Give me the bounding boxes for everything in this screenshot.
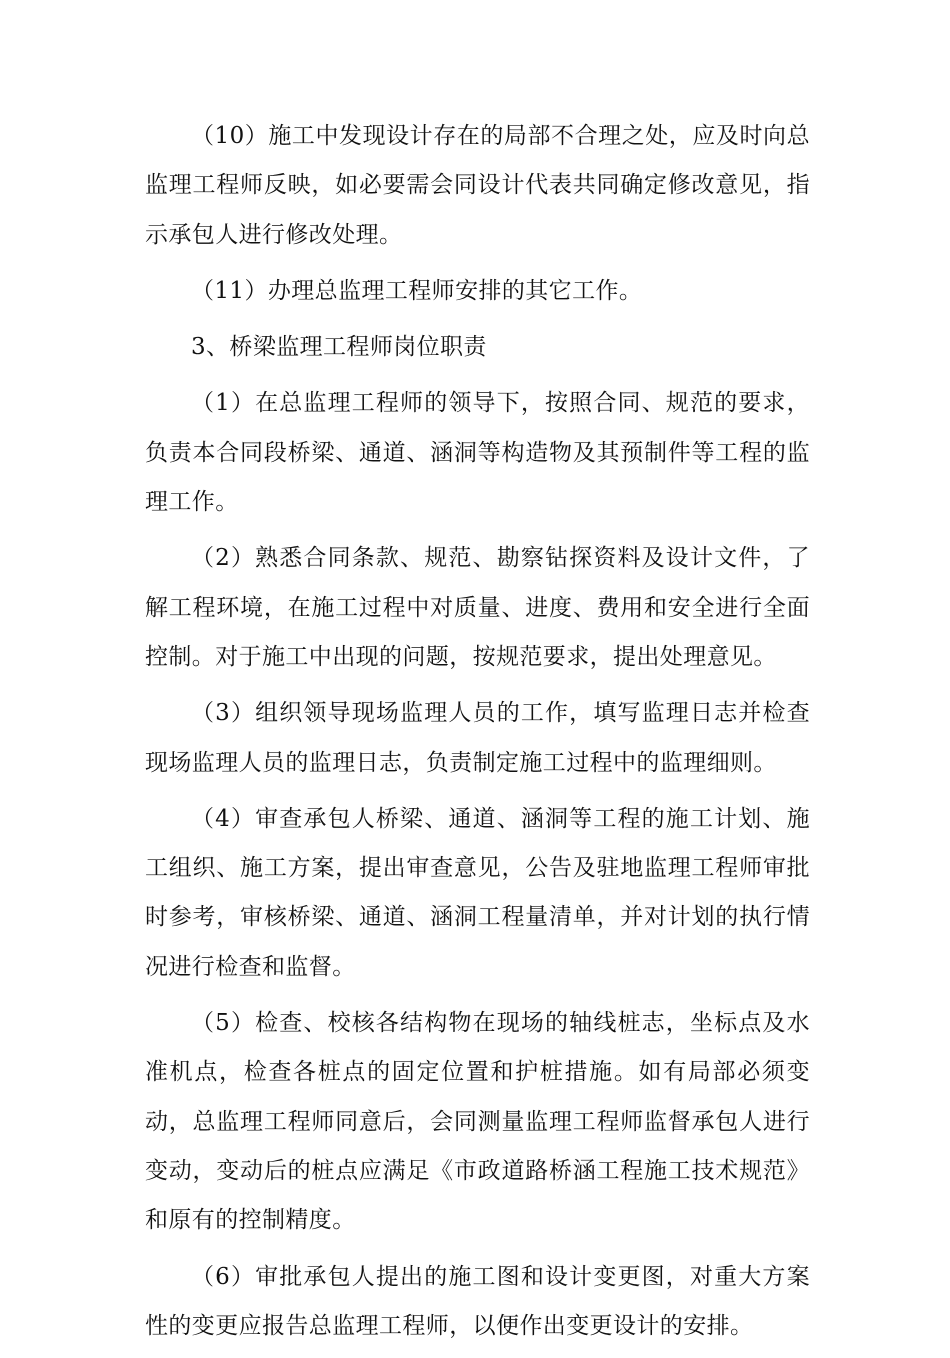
document-body (145, 112, 810, 1358)
paragraph-item-11: （11）办理总监理工程师安排的其它工作。 (191, 277, 643, 304)
paragraph-item-4: （4）审查承包人桥梁、通道、涵洞等工程的施工计划、施工组织、施工方案，提出审查意见，公告及驻地监理工程师审批时参考，审核桥梁、通道、涵洞工程量清单，并对计划的执行情况进行检查和监督。 (145, 805, 810, 980)
section-heading: 3、桥梁监理工程师岗位职责 (191, 334, 487, 361)
paragraph-item-10: （10）施工中发现设计存在的局部不合理之处，应及时向总监理工程师反映，如必要需会同设计代表共同确定修改意见，指示承包人进行修改处理。 (145, 123, 810, 248)
paragraph-item-2: （2）熟悉合同条款、规范、勘察钻探资料及设计文件，了解工程环境，在施工过程中对质量、进度、费用和安全进行全面控制。对于施工中出现的问题，按规范要求，提出处理意见。 (145, 545, 810, 670)
paragraph-item-1: （1）在总监理工程师的领导下，按照合同、规范的要求，负责本合同段桥梁、通道、涵洞等构造物及其预制件等工程的监理工作。 (145, 390, 810, 516)
paragraph-item-5: （5）检查、校核各结构物在现场的轴线桩志，坐标点及水准机点，检查各桩点的固定位置和护桩措施。如有局部必须变动，总监理工程师同意后，会同测量监理工程师监督承包人进行变动，变动后的桩点应满足《市政道路桥涵工程施工技术规范》和原有的控制精度。 (145, 1010, 810, 1234)
paragraph-item-6: （6）审批承包人提出的施工图和设计变更图，对重大方案性的变更应报告总监理工程师，以便作出变更设计的安排。 (145, 1263, 810, 1339)
paragraph-item-3: （3）组织领导现场监理人员的工作，填写监理日志并检查现场监理人员的监理日志，负责制定施工过程中的监理细则。 (145, 700, 810, 776)
